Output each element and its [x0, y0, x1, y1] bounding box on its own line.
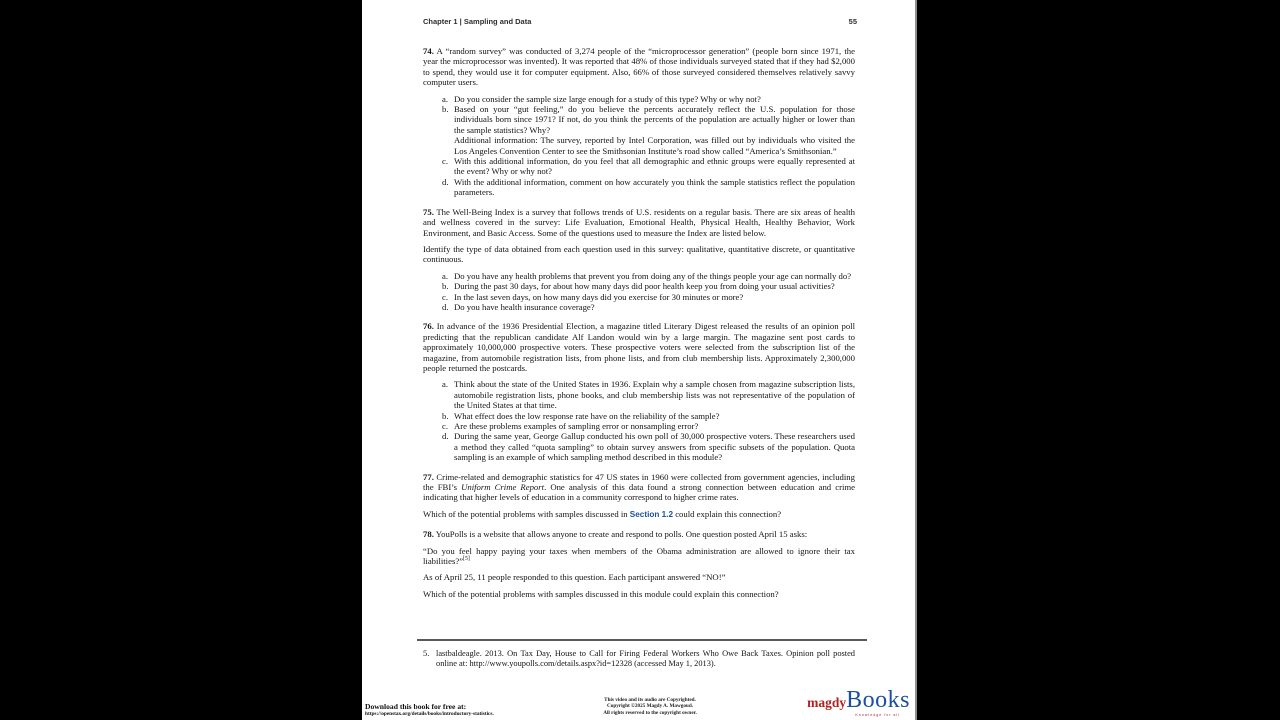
- problem-text: In advance of the 1936 Presidential Election, a magazine titled Literary Digest released the results of an opinion poll predicting that the republican candidate Alf Landon would win by a large margin. The magazine sent post cards to approximately 10,000,000 prospective voters. These prospective voters were selected from the subscription list of the magazine, from automobile registration lists, from phone lists, and from club membership lists. Approximately 2,300,000 people returned the postcards.: [423, 321, 855, 373]
- problem-number: 74.: [423, 46, 434, 56]
- item-text: Do you have any health problems that prevent you from doing any of the things people your age can normally do?: [454, 270, 852, 281]
- problem-75-intro: [423, 207, 855, 238]
- item-marker: d.: [442, 431, 449, 442]
- problem-number: 77.: [423, 471, 434, 482]
- list-item: [423, 421, 855, 431]
- pdf-page: [362, 0, 917, 720]
- item-marker: c.: [442, 156, 449, 167]
- problem-78: [423, 529, 855, 599]
- item-marker: b.: [442, 281, 449, 292]
- running-header: [423, 17, 857, 26]
- item-marker: c.: [442, 291, 449, 302]
- problem-77-question: [423, 509, 855, 520]
- magdybooks-logo: [807, 687, 910, 719]
- copyright-line-3: All rights reserved to the copyright owner.: [603, 710, 697, 717]
- list-item: [423, 292, 855, 302]
- problem-text: A “random survey” was conducted of 3,274 people of the “microprocessor generation” (people born since 1971, the year the microprocessor was invented). It was reported that 48% of those individuals surveyed stated that if they had $2,000 to spend, they would use it for computer equipment. Also, 66% of those surveyed considered themselves relatively savvy computer users.: [423, 46, 855, 88]
- problem-78-question: Which of the potential problems with samples discussed in this module could explain this connection?: [423, 588, 779, 599]
- footnote-reference: [5]: [463, 556, 470, 563]
- item-text: What effect does the low response rate have on the reliability of the sample?: [454, 410, 720, 421]
- list-item: [423, 431, 855, 462]
- footnote-5: [423, 649, 855, 670]
- item-text: Based on your “gut feeling,” do you believe the percents accurately reflect the U.S. population for those individuals born since 1971? If not, do you think the percents of the population are actually higher or lower than the sample statistics? Why?: [454, 104, 855, 135]
- item-text: Do you consider the sample size large enough for a study of this type? Why or why not?: [454, 93, 761, 104]
- logo-magdy-text: magdy: [807, 695, 847, 710]
- footnote-text: lastbaldeagle. 2013. On Tax Day, House to Call for Firing Federal Workers Who Owe Back Taxes. Opinion poll posted online at: http://www.youpolls.com/details.aspx?id=12328 (accessed May 1, 2013).: [436, 649, 855, 669]
- item-marker: a.: [442, 270, 449, 281]
- logo-wordmark: [807, 687, 910, 714]
- item-marker: d.: [442, 176, 449, 187]
- problem-text: The Well-Being Index is a survey that follows trends of U.S. residents on a regular basis. There are six areas of health and wellness covered in the survey: Life Evaluation, Emotional Health, Physical Health, Healthy Behavior, Work Environment, and Basic Access. Some of the questions used to measure the Index are listed below.: [423, 206, 856, 238]
- item-text: Do you have health insurance coverage?: [454, 301, 595, 312]
- item-text: Think about the state of the United States in 1936. Explain why a sample chosen from magazine subscription lists, automobile registration lists, phone books, and club membership lists was not representative of the population of the United States at that time.: [454, 379, 855, 411]
- item-marker: b.: [442, 410, 449, 421]
- quote-text: “Do you feel happy paying your taxes when members of the Obama administration are allowed to ignore their tax liabilities?”: [423, 545, 855, 567]
- logo-books-text: Books: [846, 687, 910, 713]
- item-text: In the last seven days, on how many days did you exercise for 30 minutes or more?: [454, 291, 744, 302]
- problem-74-list: [423, 94, 855, 198]
- copyright-line-2: Copyright ©2025 Magdy A. Mawgoud.: [606, 703, 694, 710]
- section-1-2-link[interactable]: Section 1.2: [629, 509, 674, 519]
- list-item: [423, 302, 855, 312]
- item-marker: b.: [442, 104, 449, 115]
- problem-76-intro: [423, 321, 855, 373]
- item-text: During the past 30 days, for about how many days did poor health keep you from doing your usual activities?: [454, 281, 835, 292]
- page-number: 55: [848, 17, 857, 26]
- problem-76: [423, 321, 855, 462]
- chapter-title: Chapter 1 | Sampling and Data: [423, 17, 532, 26]
- problem-text: . One analysis of this data found a strong connection between education and crime indicating that higher levels of education in a community correspond to higher crime rates.: [423, 482, 855, 503]
- item-text: Are these problems examples of sampling error or nonsampling error?: [454, 421, 699, 431]
- footnote-divider: [417, 639, 867, 641]
- problem-number: 76.: [423, 321, 434, 332]
- item-marker: a.: [442, 379, 449, 390]
- copyright-notice: [565, 697, 735, 717]
- problem-74: [423, 46, 855, 198]
- list-item: [423, 379, 855, 410]
- item-text: With the additional information, comment on how accurately you think the sample statistics reflect the population parameters.: [454, 176, 855, 198]
- item-marker: d.: [442, 301, 449, 312]
- problem-75: [423, 207, 855, 313]
- item-text: During the same year, George Gallup conducted his own poll of 30,000 prospective voters. These researchers used a method they called “quota sampling” to obtain survey answers from specific subsets of the population. Quota sampling is an example of which sampling method described in this module?: [454, 431, 855, 463]
- item-text: With this additional information, do you feel that all demographic and ethnic groups were equally represented at the event? Why or why not?: [454, 156, 855, 177]
- item-additional-info: Additional information: The survey, reported by Intel Corporation, was filled out by individuals who visited the Los Angeles Convention Center to see the Smithsonian Institute’s road show called “America’s Smithsonian.”: [454, 135, 855, 156]
- question-text: Which of the potential problems with samples discussed in: [423, 508, 630, 519]
- list-item: [423, 271, 855, 281]
- list-item: [423, 156, 855, 177]
- problem-number: 78.: [423, 529, 434, 540]
- problem-77: [423, 472, 855, 521]
- problem-text: Crime-related and demographic statistics for 47 US states in 1960 were collected from government agencies, including the FBI’s: [423, 471, 855, 493]
- list-item: [423, 281, 855, 291]
- list-item: [423, 94, 855, 104]
- exercises-body: [423, 46, 855, 608]
- problem-78-quote: [423, 546, 855, 567]
- list-item: [423, 104, 855, 156]
- italic-report-title: Uniform Crime Report: [461, 482, 545, 493]
- logo-tagline: Knowledge for all: [855, 713, 900, 717]
- problem-75-identify: Identify the type of data obtained from each question used in this survey: qualitative, quantitative discrete, or quantitative continuous.: [423, 243, 855, 265]
- download-title: Download this book for free at:: [365, 702, 467, 711]
- download-notice: [365, 702, 494, 718]
- question-text: could explain this connection?: [673, 508, 782, 519]
- problem-78-intro: [423, 529, 855, 539]
- list-item: [423, 411, 855, 421]
- download-url: https://openstax.org/details/books/introductory-statistics.: [365, 711, 494, 717]
- problem-75-list: [423, 271, 855, 313]
- item-marker: a.: [442, 93, 449, 104]
- problem-number: 75.: [423, 206, 434, 217]
- list-item: [423, 177, 855, 198]
- problem-text: YouPolls is a website that allows anyone to create and respond to polls. One question posted April 15 asks:: [435, 529, 808, 540]
- problem-74-intro: [423, 46, 855, 88]
- problem-76-list: [423, 379, 855, 462]
- problem-77-intro: [423, 472, 855, 503]
- footnote-number: 5.: [423, 649, 430, 658]
- problem-78-response: As of April 25, 11 people responded to this question. Each participant answered “NO!”: [423, 572, 726, 583]
- copyright-line-1: This video and its audio are Copyrighted.: [604, 696, 696, 703]
- item-marker: c.: [442, 421, 449, 431]
